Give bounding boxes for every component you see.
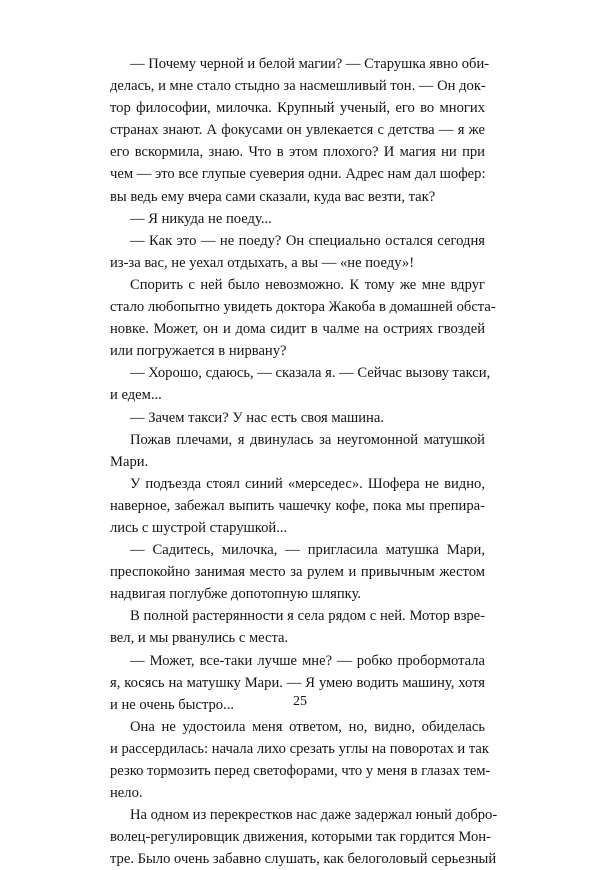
text-line: Пожав плечами, я двинулась за неугомонной матушкой — [130, 431, 485, 448]
text-line: лись с шустрой старушкой... — [110, 519, 288, 536]
text-line: Спорить с ней было невозможно. К тому же мне вдруг — [130, 276, 485, 293]
text-line: тре. Было очень забавно слушать, как белоголовый серьезный — [110, 851, 497, 868]
text-line: надвигая поглубже допотопную шляпку. — [110, 586, 362, 603]
text-line: Мари. — [110, 453, 149, 470]
text-line: — Почему черной и белой магии? — Старушка явно оби- — [130, 56, 490, 72]
text-line: резко тормозить перед светофорами, что у меня в глазах тем- — [110, 763, 491, 779]
text-line: я, косясь на матушку Мари. — Я умею водить машину, хотя — [110, 674, 485, 691]
text-line: из-за вас, не уехал отдыхать, а вы — «не поеду»! — [110, 254, 415, 271]
text-line: чем — это все глупые суеверия одни. Адрес нам дал шофер: — [110, 166, 486, 183]
text-line: нело. — [110, 785, 143, 802]
text-line: наверное, забежал выпить чашечку кофе, пока мы препира- — [110, 497, 485, 514]
text-line: преспокойно занимая место за рулем и привычным жестом — [110, 564, 485, 581]
text-line: и не очень быстро... — [110, 696, 235, 713]
text-line: волец-регулировщик движения, которыми так гордится Мон- — [110, 829, 491, 846]
text-line: На одном из перекрестков нас даже задержал юный добро- — [130, 807, 498, 824]
text-line: странах знают. А фокусами он увлекается с детства — я же — [110, 122, 485, 139]
text-line: новке. Может, он и дома сидит в чалме на остриях гвоздей — [110, 321, 485, 338]
text-line: — Как это — не поеду? Он специально остался сегодня — [130, 232, 485, 249]
text-line: тор философии, милочка. Крупный ученый, его во многих — [110, 100, 485, 117]
text-line: — Садитесь, милочка, — пригласила матушка Мари, — [130, 542, 485, 559]
text-line: и рассердилась: начала лихо срезать углы на поворотах и так — [110, 740, 489, 757]
body-text — [110, 53, 498, 870]
text-line: вел, и мы рванулись с места. — [110, 630, 289, 647]
text-line: У подъезда стоял синий «мерседес». Шофера не видно, — [130, 475, 485, 492]
text-line: — Я никуда не поеду... — [130, 210, 272, 227]
page-number: 25 — [293, 694, 307, 709]
text-line: Она не удостоила меня ответом, но, видно, обиделась — [130, 718, 485, 735]
text-line: его вскормила, знаю. Что в этом плохого? И магия ни при — [110, 144, 485, 161]
text-line: — Зачем такси? У нас есть своя машина. — [130, 409, 384, 426]
text-line: вы ведь ему вчера сами сказали, куда вас везти, так? — [110, 188, 436, 205]
text-line: стало любопытно увидеть доктора Жакоба в домашней обста- — [110, 299, 496, 316]
text-line: делась, и мне стало стыдно за насмешливый тон. — Он док- — [110, 78, 486, 95]
text-line: или погружается в нирвану? — [110, 343, 287, 360]
text-line: — Может, все-таки лучше мне? — робко пробормотала — [130, 652, 485, 669]
text-line: В полной растерянности я села рядом с ней. Мотор взре- — [130, 608, 485, 625]
text-line: и едем... — [110, 387, 162, 404]
text-line: — Хорошо, сдаюсь, — сказала я. — Сейчас вызову такси, — [130, 365, 491, 382]
